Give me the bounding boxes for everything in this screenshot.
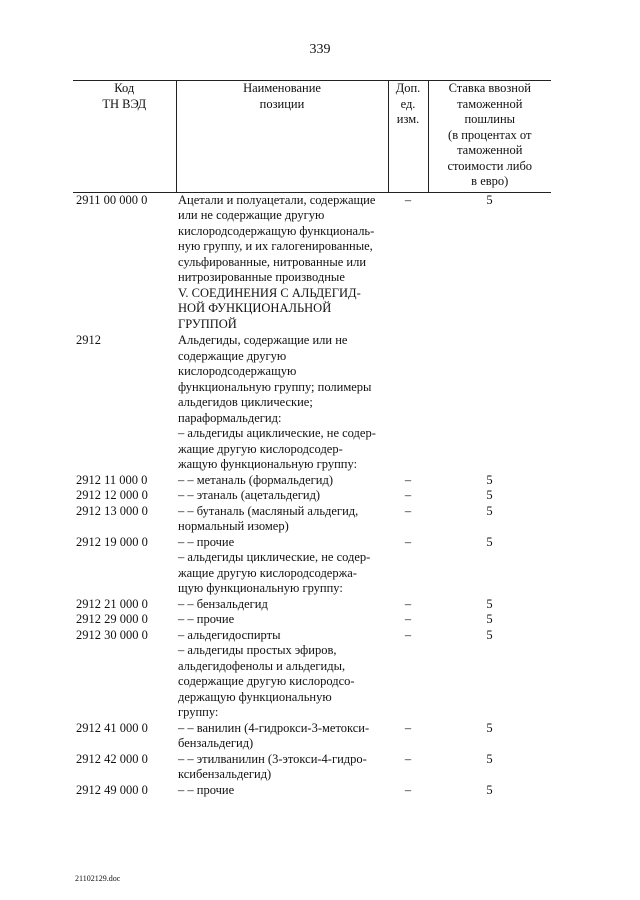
table-row [73,752,551,783]
table-row [73,628,551,644]
table-row [73,783,551,799]
row-code: 2912 42 000 0 [76,751,148,766]
row-unit [388,643,428,721]
row-rate [428,286,551,333]
row-name: – – прочие [178,782,235,797]
row-code: 2912 49 000 0 [76,782,148,797]
row-unit: – [404,612,412,626]
row-unit: – [404,192,412,207]
table-row [73,721,551,752]
header-rate: Ставка ввозной таможенной пошлины (в процентах от таможенной стоимости либо в евро) [428,81,551,193]
row-unit [388,426,428,473]
row-code [73,286,176,333]
tariff-table [73,80,551,798]
row-name: – – ванилин (4-гидрокси-3-метокси- бензальдегид) [178,720,370,750]
row-rate [428,332,551,426]
row-code: 2912 [76,333,101,347]
row-rate: 5 [486,612,493,626]
row-rate [428,550,551,597]
table-row [73,286,551,333]
row-code [73,643,176,721]
row-name: – – прочие [178,534,235,549]
row-code: 2912 29 000 0 [76,612,148,626]
table-header-row [73,81,551,193]
table-row [73,612,551,628]
table-row [73,473,551,489]
row-name: – – метаналь (формальдегид) [178,472,334,487]
row-unit [388,332,428,426]
row-unit: – [404,534,412,549]
row-rate [428,643,551,721]
row-rate: 5 [486,720,493,735]
row-code: 2912 30 000 0 [76,627,148,642]
table-row [73,426,551,473]
header-unit: Доп. ед. изм. [388,81,428,193]
row-name: – альдегиды простых эфиров, альдегидофенолы и альдегиды, содержащие другую кислородсо- держащую функциональную группу: [178,643,355,719]
row-code: 2912 19 000 0 [76,534,148,549]
table-row [73,535,551,551]
table-row [73,192,551,286]
row-unit: – [404,751,412,766]
row-rate: 5 [486,488,493,502]
row-name: – альдегидоспирты [178,627,281,642]
row-unit: – [404,720,412,735]
row-code: 2912 12 000 0 [76,488,148,502]
row-unit: – [404,782,412,797]
row-rate: 5 [486,534,493,549]
row-unit: – [404,488,412,502]
row-name: – – прочие [178,612,235,626]
row-name: – альдегиды циклические, не содер- жащие другую кислородсодержа- щую функциональную группу: [178,550,371,595]
table-row [73,643,551,721]
row-unit [388,286,428,333]
row-rate: 5 [486,192,493,207]
row-rate [428,426,551,473]
row-code: 2912 11 000 0 [76,472,148,487]
row-name: – – этилванилин (3-этокси-4-гидро- ксибензальдегид) [178,751,367,781]
page-number: 339 [309,42,331,57]
row-rate: 5 [486,751,493,766]
row-name: – альдегиды ациклические, не содер- жащие другую кислородсодер- жащую функциональную группу: [178,426,376,471]
row-code: 2912 41 000 0 [76,720,148,735]
row-rate: 5 [486,472,493,487]
header-name: Наименование позиции [176,81,388,193]
row-code: 2912 13 000 0 [76,503,148,518]
row-rate: 5 [486,596,493,611]
row-unit: – [404,472,412,487]
row-unit: – [404,503,412,518]
table-row [73,550,551,597]
row-name: – – бутаналь (масляный альдегид, нормальный изомер) [178,503,359,533]
row-rate: 5 [486,627,493,642]
row-code [73,426,176,473]
row-unit: – [404,596,412,611]
row-rate: 5 [486,782,493,797]
row-name: Ацетали и полуацетали, содержащие или не содержащие другую кислородсодержащую функциональ- ную группу, и их галогенированные, сульфированные, нитрованные или нитрозированные производные [178,192,376,284]
table-row [73,488,551,504]
row-code: 2912 21 000 0 [76,596,148,611]
row-unit [388,550,428,597]
row-name: Альдегиды, содержащие или не содержащие другую кислородсодержащую функциональную группу; полимеры альдегидов циклические; параформальдегид: [178,333,372,425]
row-code [73,550,176,597]
row-unit: – [404,627,412,642]
row-name: – – бензальдегид [178,596,268,611]
section-heading: V. СОЕДИНЕНИЯ С АЛЬДЕГИД- НОЙ ФУНКЦИОНАЛЬНОЙ ГРУППОЙ [178,285,361,331]
row-code: 2911 00 000 0 [76,192,148,207]
table-row [73,504,551,535]
table-row [73,597,551,613]
header-code: Код ТН ВЭД [73,81,176,193]
footer-filename: 21102129.doc [75,874,121,883]
table-row [73,332,551,426]
row-rate: 5 [486,503,493,518]
row-name: – – этаналь (ацетальдегид) [178,488,321,502]
